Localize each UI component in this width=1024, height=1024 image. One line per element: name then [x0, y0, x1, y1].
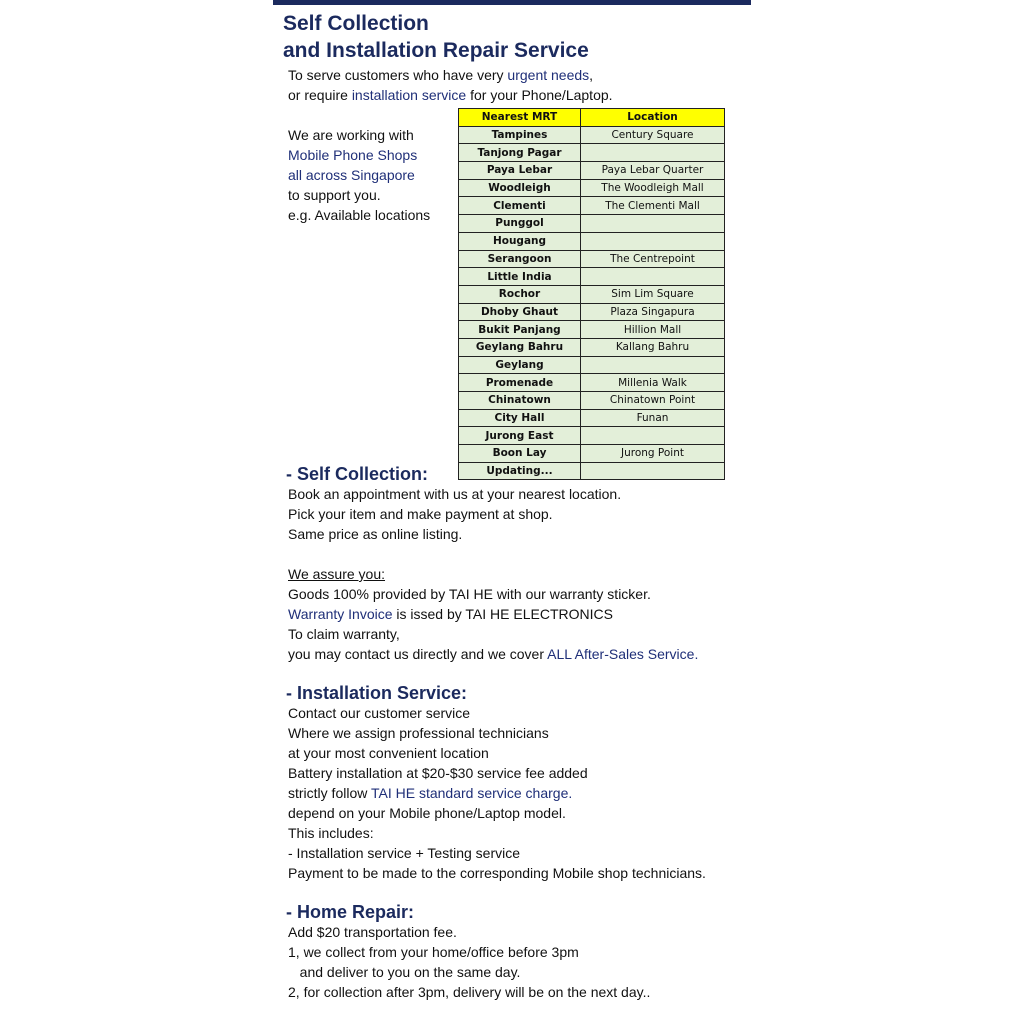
- locations-table: [458, 108, 725, 480]
- table-row: [459, 374, 725, 392]
- installation-line-2: Where we assign professional technicians: [288, 725, 549, 741]
- location-cell: [581, 427, 725, 445]
- self-collection-line-1: Book an appointment with us at your nearest location.: [288, 486, 622, 502]
- table-row: [459, 303, 725, 321]
- working-line-4: to support you.: [288, 187, 381, 203]
- intro-line-2: or require installation service for your Phone/Laptop.: [288, 87, 613, 103]
- location-cell: Funan: [581, 409, 725, 427]
- table-row: [459, 409, 725, 427]
- home-repair-line-2: 1, we collect from your home/office before 3pm: [288, 944, 579, 960]
- table-row: [459, 462, 725, 480]
- table-row: [459, 268, 725, 286]
- mrt-station-cell: Updating...: [459, 462, 581, 480]
- assurance-line-1: Goods 100% provided by TAI HE with our warranty sticker.: [288, 586, 651, 602]
- home-repair-paragraph: [288, 922, 650, 1002]
- intro-line-1: To serve customers who have very urgent needs,: [288, 67, 594, 83]
- assurance-heading: We assure you:: [288, 566, 386, 582]
- intro-paragraph: [288, 65, 613, 105]
- working-line-3: all across Singapore: [288, 167, 415, 183]
- location-cell: [581, 462, 725, 480]
- mrt-station-cell: Tampines: [459, 126, 581, 144]
- installation-line-4: Battery installation at $20-$30 service fee added: [288, 765, 588, 781]
- standard-service-charge-highlight: TAI HE standard service charge.: [370, 785, 573, 801]
- location-cell: Sim Lim Square: [581, 285, 725, 303]
- mrt-station-cell: Woodleigh: [459, 179, 581, 197]
- location-cell: Hillion Mall: [581, 321, 725, 339]
- table-row: [459, 162, 725, 180]
- mrt-station-cell: Tanjong Pagar: [459, 144, 581, 162]
- mrt-station-cell: Boon Lay: [459, 445, 581, 463]
- self-collection-heading: - Self Collection:: [286, 464, 429, 484]
- table-row: [459, 250, 725, 268]
- mrt-station-cell: City Hall: [459, 409, 581, 427]
- table-row: [459, 126, 725, 144]
- mrt-station-cell: Rochor: [459, 285, 581, 303]
- location-cell: Paya Lebar Quarter: [581, 162, 725, 180]
- location-cell: [581, 144, 725, 162]
- table-row: [459, 144, 725, 162]
- installation-paragraph: [288, 703, 706, 883]
- table-row: [459, 215, 725, 233]
- location-cell: [581, 268, 725, 286]
- location-cell: Plaza Singapura: [581, 303, 725, 321]
- table-row: [459, 356, 725, 374]
- mrt-station-cell: Jurong East: [459, 427, 581, 445]
- table-row: [459, 285, 725, 303]
- page-title-line1: Self Collection: [283, 12, 429, 35]
- installation-line-7: This includes:: [288, 825, 374, 841]
- installation-line-6: depend on your Mobile phone/Laptop model.: [288, 805, 566, 821]
- mrt-station-cell: Hougang: [459, 232, 581, 250]
- location-cell: Chinatown Point: [581, 392, 725, 410]
- location-cell: [581, 356, 725, 374]
- mrt-station-cell: Paya Lebar: [459, 162, 581, 180]
- location-cell: The Centrepoint: [581, 250, 725, 268]
- home-repair-line-1: Add $20 transportation fee.: [288, 924, 457, 940]
- header-nearest-mrt: Nearest MRT: [459, 109, 581, 127]
- installation-service-highlight: installation service: [351, 87, 467, 103]
- table-row: [459, 197, 725, 215]
- mrt-station-cell: Promenade: [459, 374, 581, 392]
- working-line-1: We are working with: [288, 127, 414, 143]
- table-row: [459, 445, 725, 463]
- header-location: Location: [581, 109, 725, 127]
- table-row: [459, 179, 725, 197]
- working-line-2: Mobile Phone Shops: [288, 147, 418, 163]
- location-cell: Jurong Point: [581, 445, 725, 463]
- mrt-station-cell: Dhoby Ghaut: [459, 303, 581, 321]
- home-repair-heading: - Home Repair:: [286, 902, 415, 922]
- installation-line-9: Payment to be made to the corresponding Mobile shop technicians.: [288, 865, 706, 881]
- installation-line-1: Contact our customer service: [288, 705, 471, 721]
- mrt-station-cell: Geylang: [459, 356, 581, 374]
- table-row: [459, 321, 725, 339]
- mrt-station-cell: Little India: [459, 268, 581, 286]
- working-with-paragraph: [288, 125, 430, 225]
- home-repair-line-3: and deliver to you on the same day.: [288, 964, 521, 980]
- installation-line-8: - Installation service + Testing service: [288, 845, 521, 861]
- location-cell: [581, 215, 725, 233]
- table-row: [459, 427, 725, 445]
- top-accent-bar: [273, 0, 751, 5]
- self-collection-line-3: Same price as online listing.: [288, 526, 463, 542]
- self-collection-paragraph: [288, 484, 621, 544]
- mrt-station-cell: Serangoon: [459, 250, 581, 268]
- table-row: [459, 392, 725, 410]
- installation-line-3: at your most convenient location: [288, 745, 489, 761]
- assurance-paragraph: [288, 564, 698, 664]
- table-row: [459, 338, 725, 356]
- working-line-5: e.g. Available locations: [288, 207, 431, 223]
- mrt-station-cell: Bukit Panjang: [459, 321, 581, 339]
- self-collection-line-2: Pick your item and make payment at shop.: [288, 506, 553, 522]
- location-cell: [581, 232, 725, 250]
- location-cell: The Clementi Mall: [581, 197, 725, 215]
- assurance-line-4: you may contact us directly and we cover ALL After-Sales Service.: [288, 646, 699, 662]
- urgent-needs-highlight: urgent needs: [507, 67, 590, 83]
- mrt-station-cell: Geylang Bahru: [459, 338, 581, 356]
- mrt-station-cell: Punggol: [459, 215, 581, 233]
- assurance-line-3: To claim warranty,: [288, 626, 400, 642]
- location-cell: Century Square: [581, 126, 725, 144]
- installation-service-heading: - Installation Service:: [286, 683, 468, 703]
- table-row: [459, 232, 725, 250]
- mrt-station-cell: Clementi: [459, 197, 581, 215]
- location-cell: Kallang Bahru: [581, 338, 725, 356]
- page-title-line2: and Installation Repair Service: [283, 39, 589, 62]
- warranty-invoice-highlight: Warranty Invoice: [288, 606, 393, 622]
- installation-line-5: strictly follow TAI HE standard service charge.: [288, 785, 573, 801]
- assurance-line-2: Warranty Invoice is issed by TAI HE ELECTRONICS: [288, 606, 613, 622]
- mrt-station-cell: Chinatown: [459, 392, 581, 410]
- table-header-row: [459, 109, 725, 127]
- location-cell: Millenia Walk: [581, 374, 725, 392]
- location-cell: The Woodleigh Mall: [581, 179, 725, 197]
- after-sales-highlight: ALL After-Sales Service.: [547, 646, 699, 662]
- home-repair-line-4: 2, for collection after 3pm, delivery will be on the next day..: [288, 984, 651, 1000]
- table-body: [459, 126, 725, 480]
